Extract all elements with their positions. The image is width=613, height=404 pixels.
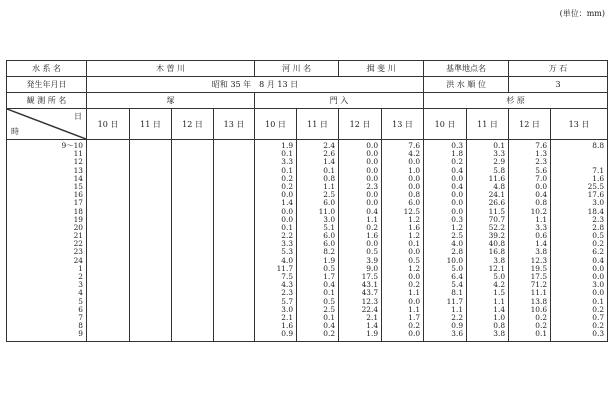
station-2-day-10 [255, 140, 297, 342]
station-3: 杉 原 [424, 93, 608, 109]
value-cell: 7.5 [281, 272, 294, 281]
value-cell: 5.1 [323, 222, 336, 232]
value-cell: 3 [78, 280, 83, 290]
value-cell: 11.7 [446, 296, 464, 306]
value-cell: 1.0 [408, 165, 421, 175]
station-2: 門 入 [255, 93, 424, 109]
station-1-day-13 [214, 140, 255, 342]
value-cell: 0.2 [408, 280, 421, 290]
value-cell: 0.2 [408, 321, 421, 331]
value-cell: 0.0 [366, 239, 379, 249]
value-cell: 2.9 [493, 157, 506, 167]
day-header: 12 日 [509, 109, 551, 140]
value-cell: 0.4 [323, 321, 336, 331]
value-cell [554, 150, 604, 158]
value-cell: 0.0 [408, 247, 421, 257]
value-cell: 9.0 [366, 263, 379, 273]
value-cell: 7.6 [408, 141, 421, 150]
value-cell: 1.4 [366, 321, 379, 331]
value-cell: 0.1 [493, 141, 506, 150]
value-cell: 6 [78, 304, 83, 314]
value-cell: 1.1 [366, 214, 379, 224]
value-cell: 0.7 [592, 312, 605, 322]
value-cell: 0.8 [408, 190, 421, 200]
meta-row-1 [7, 61, 608, 77]
value-cell: 11.0 [318, 206, 336, 216]
value-cell: 0.2 [535, 312, 548, 322]
day-header: 11 日 [467, 109, 509, 140]
flood-rank-label: 洪 水 順 位 [424, 77, 509, 93]
river-system-label: 水 系 名 [7, 61, 87, 77]
value-cell: 6.4 [451, 272, 464, 281]
value-cell: 0.1 [281, 222, 294, 232]
value-cell: 1.4 [493, 304, 506, 314]
value-cell: 0.5 [592, 231, 605, 241]
value-cell: 26.6 [488, 198, 506, 208]
value-cell: 25.5 [587, 181, 605, 191]
value-cell: 0.0 [451, 206, 464, 216]
day-header: 13 日 [214, 109, 255, 140]
value-cell: 0.0 [366, 157, 379, 167]
value-cell: 0.4 [366, 206, 379, 216]
value-cell: 0.0 [408, 296, 421, 306]
value-cell: 12.1 [488, 263, 506, 273]
value-cell: 1.4 [323, 157, 336, 167]
value-cell: 4.8 [493, 181, 506, 191]
value-cell: 6.0 [323, 198, 336, 208]
value-cell: 11.5 [488, 206, 506, 216]
value-cell: 0.0 [451, 190, 464, 200]
value-cell: 7 [78, 312, 83, 322]
station-1: 塚 [87, 93, 255, 109]
value-cell: 0.4 [592, 255, 605, 265]
value-cell: 0.0 [535, 181, 548, 191]
value-cell: 70.7 [488, 214, 506, 224]
value-cell: 2.3 [535, 157, 548, 167]
value-cell: 2.1 [366, 312, 379, 322]
station-label: 観 測 所 名 [7, 93, 87, 109]
value-cell: 0.0 [408, 272, 421, 281]
value-cell: 0.2 [451, 157, 464, 167]
value-cell: 11.1 [530, 288, 548, 298]
value-cell: 2.8 [451, 247, 464, 257]
value-cell: 0.2 [281, 173, 294, 183]
day-header: 13 日 [382, 109, 424, 140]
value-cell: 0.0 [592, 288, 605, 298]
value-cell: 3.8 [493, 329, 506, 339]
value-cell: 0.0 [408, 181, 421, 191]
value-cell: 0.1 [323, 288, 336, 298]
value-cell: 1.0 [493, 312, 506, 322]
value-cell: 0.2 [366, 222, 379, 232]
value-cell: 2.3 [281, 288, 294, 298]
value-cell: 0.5 [323, 263, 336, 273]
value-cell: 1.6 [281, 321, 294, 331]
value-cell: 3.0 [323, 214, 336, 224]
value-cell: 0.4 [535, 190, 548, 200]
value-cell: 0.5 [366, 247, 379, 257]
value-cell: 20 [73, 222, 83, 232]
base-point-value: 万 石 [509, 61, 608, 77]
value-cell: 1.6 [592, 173, 605, 183]
value-cell: 7.6 [535, 141, 548, 150]
value-cell: 5.0 [451, 263, 464, 273]
value-cell: 2.4 [323, 141, 336, 150]
day-header: 10 日 [424, 109, 467, 140]
value-cell: 12.5 [403, 206, 421, 216]
rainfall-table [6, 60, 608, 342]
data-row [7, 140, 608, 342]
value-cell: 18.4 [587, 206, 605, 216]
value-cell: 1.1 [408, 288, 421, 298]
station-3-day-12 [509, 140, 551, 342]
value-cell: 17 [73, 198, 83, 208]
value-cell: 13.8 [530, 296, 548, 306]
value-cell: 0.1 [323, 165, 336, 175]
value-cell: 3.3 [281, 157, 294, 167]
value-cell: 8.1 [451, 288, 464, 298]
value-cell: 0.2 [592, 321, 605, 331]
station-2-day-12 [339, 140, 382, 342]
value-cell: 1.4 [535, 239, 548, 249]
value-cell: 1.1 [493, 296, 506, 306]
value-cell: 12 [73, 157, 83, 167]
value-cell: 3.0 [281, 304, 294, 314]
station-1-day-10 [87, 140, 130, 342]
day-header: 13 日 [551, 109, 608, 140]
river-system-value: 木 曽 川 [87, 61, 255, 77]
value-cell: 0.0 [451, 173, 464, 183]
value-cell: 10.0 [446, 255, 464, 265]
value-cell: 1.3 [535, 149, 548, 159]
value-cell: 2.3 [366, 181, 379, 191]
flood-rank-value: 3 [509, 77, 608, 93]
value-cell: 0.1 [281, 165, 294, 175]
value-cell: 0.0 [281, 214, 294, 224]
value-cell: 8.2 [323, 247, 336, 257]
value-cell: 1.1 [451, 304, 464, 314]
value-cell: 0.0 [366, 173, 379, 183]
value-cell: 43.1 [361, 280, 379, 290]
value-cell: 0.2 [592, 239, 605, 249]
value-cell: 0.8 [493, 321, 506, 331]
day-header: 10 日 [87, 109, 130, 140]
value-cell: 17.6 [587, 190, 605, 200]
value-cell: 5.8 [493, 165, 506, 175]
value-cell: 4.0 [281, 255, 294, 265]
value-cell: 8.8 [592, 141, 605, 150]
value-cell: 6.0 [408, 198, 421, 208]
value-cell: 22 [73, 239, 83, 249]
value-cell: 0.0 [366, 141, 379, 150]
value-cell: 0.3 [592, 329, 605, 339]
value-cell: 7.1 [592, 165, 605, 175]
value-cell: 8 [78, 321, 83, 331]
value-cell: 1 [78, 263, 83, 273]
value-cell: 3.0 [592, 198, 605, 208]
value-cell: 1.1 [323, 181, 336, 191]
value-cell: 7.0 [535, 173, 548, 183]
value-cell: 14 [73, 173, 83, 183]
value-cell: 2.2 [281, 231, 294, 241]
value-cell: 1.1 [535, 214, 548, 224]
value-cell: 6.0 [323, 231, 336, 241]
value-cell: 1.9 [323, 255, 336, 265]
value-cell: 0.8 [535, 198, 548, 208]
value-cell: 1.9 [281, 141, 294, 150]
value-cell: 1.7 [408, 312, 421, 322]
value-cell: 1.4 [281, 198, 294, 208]
value-cell: 10.6 [530, 304, 548, 314]
value-cell: 11.7 [276, 263, 294, 273]
value-cell: 2.5 [451, 231, 464, 241]
value-cell: 0.0 [366, 165, 379, 175]
value-cell: 17.5 [530, 272, 548, 281]
corner-cell [7, 109, 87, 140]
station-1-day-12 [172, 140, 214, 342]
value-cell: 22.4 [361, 304, 379, 314]
value-cell: 17.5 [361, 272, 379, 281]
value-cell: 0.4 [323, 280, 336, 290]
corner-day-label: 日 [74, 112, 82, 121]
value-cell: 15 [73, 181, 83, 191]
value-cell: 40.8 [488, 239, 506, 249]
value-cell: 12.3 [361, 296, 379, 306]
value-cell: 0.1 [408, 239, 421, 249]
value-cell: 0.1 [592, 296, 605, 306]
value-cell: 1.6 [408, 222, 421, 232]
station-3-day-10 [424, 140, 467, 342]
value-cell: 3.3 [535, 222, 548, 232]
value-cell: 1.8 [451, 149, 464, 159]
value-cell: 0.3 [451, 214, 464, 224]
value-cell: 4 [78, 288, 83, 298]
value-cell: 1.1 [408, 304, 421, 314]
value-cell: 0.0 [366, 198, 379, 208]
value-cell: 2.5 [323, 304, 336, 314]
value-cell: 2.2 [451, 312, 464, 322]
value-cell: 0.0 [366, 190, 379, 200]
value-cell: 3.8 [535, 247, 548, 257]
value-cell: 24.1 [488, 190, 506, 200]
value-cell: 3.9 [366, 255, 379, 265]
value-cell: 0.2 [535, 321, 548, 331]
value-cell: 16.8 [488, 247, 506, 257]
value-cell: 19.5 [530, 263, 548, 273]
day-header: 11 日 [297, 109, 339, 140]
value-cell: 43.7 [361, 288, 379, 298]
value-cell: 0.0 [592, 263, 605, 273]
value-cell: 1.2 [451, 222, 464, 232]
value-cell: 13 [73, 165, 83, 175]
value-cell: 16 [73, 190, 83, 200]
river-value: 揖 斐 川 [339, 61, 424, 77]
value-cell: 2.8 [592, 222, 605, 232]
value-cell: 5.7 [281, 296, 294, 306]
value-cell: 21 [73, 231, 83, 241]
value-cell: 3.8 [493, 255, 506, 265]
value-cell: 4.2 [408, 149, 421, 159]
value-cell: 0.0 [592, 272, 605, 281]
station-2-day-11 [297, 140, 339, 342]
value-cell: 0.1 [535, 329, 548, 339]
value-cell: 52.2 [488, 222, 506, 232]
value-cell: 0.0 [281, 190, 294, 200]
value-cell: 39.2 [488, 231, 506, 241]
value-cell: 0.3 [451, 141, 464, 150]
value-cell: 11.6 [488, 173, 506, 183]
value-cell: 0.0 [408, 173, 421, 183]
station-3-day-11 [467, 140, 509, 342]
station-1-day-11 [130, 140, 172, 342]
value-cell: 1.9 [366, 329, 379, 339]
corner-time-label: 時 [11, 127, 19, 136]
station-row [7, 93, 608, 109]
river-label: 河 川 名 [255, 61, 339, 77]
value-cell: 0.6 [535, 231, 548, 241]
value-cell: 2.1 [281, 312, 294, 322]
value-cell: 1.2 [408, 263, 421, 273]
value-cell: 5.0 [493, 272, 506, 281]
day-header: 12 日 [172, 109, 214, 140]
value-cell: 5.3 [281, 247, 294, 257]
value-cell: 5.6 [535, 165, 548, 175]
value-cell: 0.1 [323, 312, 336, 322]
value-cell: 3.0 [592, 280, 605, 290]
value-cell: 1.5 [493, 288, 506, 298]
value-cell: 24 [73, 255, 83, 265]
value-cell: 2.5 [323, 190, 336, 200]
day-header: 12 日 [339, 109, 382, 140]
value-cell: 0.9 [281, 329, 294, 339]
day-header-row [7, 109, 608, 140]
value-cell: 1.6 [366, 231, 379, 241]
value-cell: 6.0 [323, 239, 336, 249]
value-cell: 4.3 [281, 280, 294, 290]
value-cell: 5 [78, 296, 83, 306]
value-cell: 6.2 [592, 247, 605, 257]
value-cell: 0.4 [451, 181, 464, 191]
value-cell: 3.3 [493, 149, 506, 159]
date-label: 発生年月日 [7, 77, 87, 93]
value-cell: 18 [73, 206, 83, 216]
meta-row-2 [7, 77, 608, 93]
value-cell: 9～10 [61, 141, 83, 150]
value-cell: 0.0 [366, 149, 379, 159]
value-cell: 2.3 [592, 214, 605, 224]
value-cell: 12.3 [530, 255, 548, 265]
value-cell: 4.2 [493, 280, 506, 290]
value-cell: 23 [73, 247, 83, 257]
value-cell: 9 [78, 329, 83, 339]
value-cell: 0.0 [281, 206, 294, 216]
value-cell: 0.5 [323, 296, 336, 306]
value-cell: 0.2 [323, 329, 336, 339]
value-cell: 0.0 [451, 198, 464, 208]
time-column [7, 140, 87, 342]
value-cell: 0.0 [408, 157, 421, 167]
station-3-day-13 [551, 140, 608, 342]
value-cell: 3.6 [451, 329, 464, 339]
base-point-label: 基準地点名 [424, 61, 509, 77]
value-cell: 0.0 [408, 329, 421, 339]
station-2-day-13 [382, 140, 424, 342]
value-cell: 19 [73, 214, 83, 224]
value-cell: 1.2 [408, 231, 421, 241]
value-cell: 10.2 [530, 206, 548, 216]
value-cell: 2.6 [323, 149, 336, 159]
value-cell: 4.0 [451, 239, 464, 249]
value-cell: 0.2 [281, 181, 294, 191]
day-header: 11 日 [130, 109, 172, 140]
value-cell: 1.7 [323, 272, 336, 281]
value-cell: 3.3 [281, 239, 294, 249]
value-cell: 0.4 [451, 165, 464, 175]
value-cell: 0.8 [323, 173, 336, 183]
value-cell: 71.2 [530, 280, 548, 290]
value-cell: 0.1 [281, 149, 294, 159]
value-cell: 5.4 [451, 280, 464, 290]
value-cell: 2 [78, 272, 83, 281]
date-value: 昭和 35 年 8 月 13 日 [87, 77, 424, 93]
value-cell: 11 [73, 149, 83, 159]
day-header: 10 日 [255, 109, 297, 140]
value-cell: 0.5 [408, 255, 421, 265]
unit-label: (単位：mm) [559, 9, 605, 18]
value-cell: 1.2 [408, 214, 421, 224]
value-cell: 0.9 [451, 321, 464, 331]
value-cell: 0.2 [592, 304, 605, 314]
